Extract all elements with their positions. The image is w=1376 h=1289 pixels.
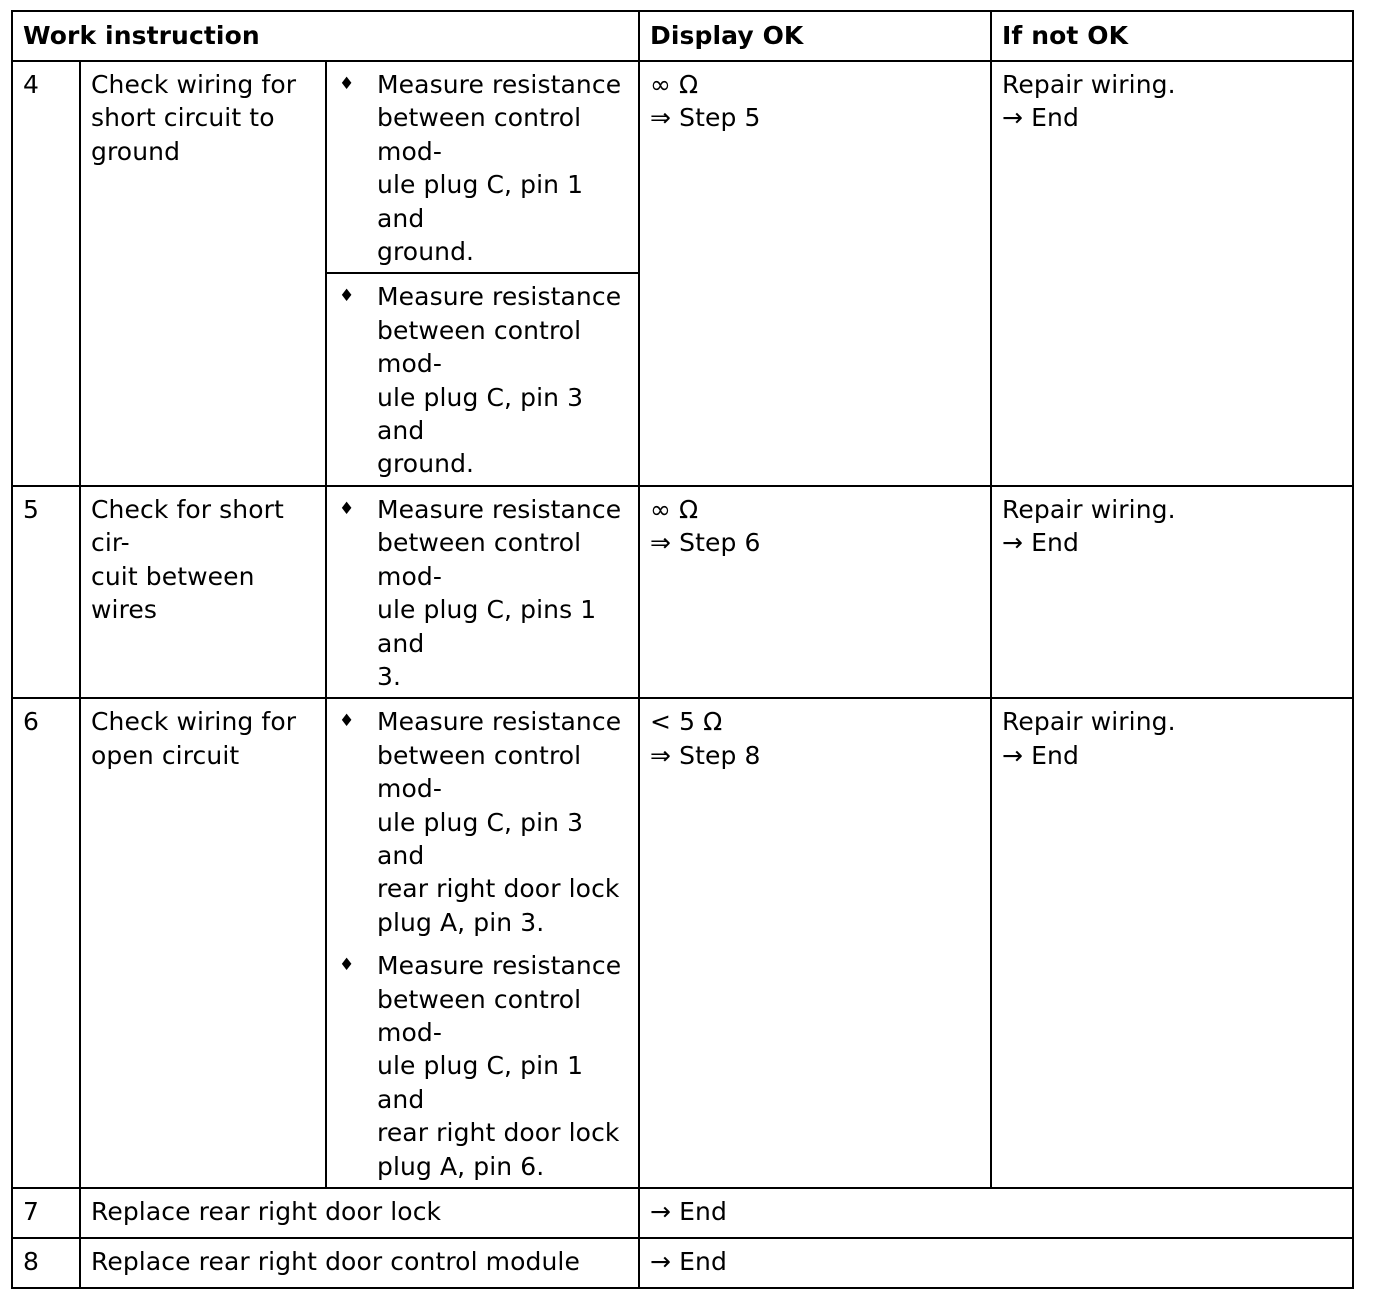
diamond-bullet-icon: ♦	[339, 711, 355, 732]
step-description: Check for short cir- cuit between wires	[80, 486, 326, 698]
step-description: Check wiring for short circuit to ground	[80, 61, 326, 486]
if-not-ok-cell: Repair wiring. → End	[991, 698, 1353, 1188]
step-number: 4	[12, 61, 80, 486]
diamond-bullet-icon: ♦	[339, 74, 355, 94]
table-row-step-5	[12, 486, 1353, 698]
table-row-step-4	[12, 61, 1353, 273]
action-cell	[326, 698, 639, 1188]
display-ok-cell: < 5 Ω ⇒ Step 8	[639, 698, 991, 1188]
step-number: 6	[12, 698, 80, 1188]
step-description: Replace rear right door lock	[80, 1188, 639, 1238]
result-cell: → End	[639, 1238, 1353, 1288]
action-item	[339, 68, 632, 268]
diamond-bullet-icon: ♦	[339, 286, 355, 307]
action-text: Measure resistance between control mod- ule plug C, pin 3 and rear right door lock plug A, pin 3.	[377, 707, 622, 937]
if-not-ok-cell: Repair wiring. → End	[991, 486, 1353, 698]
display-ok-cell: ∞ Ω ⇒ Step 6	[639, 486, 991, 698]
result-cell: → End	[639, 1188, 1353, 1238]
work-instruction-table	[11, 10, 1354, 1289]
action-item	[339, 280, 632, 480]
step-description: Replace rear right door control module	[80, 1238, 639, 1288]
header-work-instruction: Work instruction	[12, 11, 639, 61]
action-cell	[326, 273, 639, 485]
action-text: Measure resistance between control mod- ule plug C, pin 1 and ground.	[377, 70, 622, 267]
step-description: Check wiring for open circuit	[80, 698, 326, 1188]
table-row-step-7	[12, 1188, 1353, 1238]
action-text: Measure resistance between control mod- ule plug C, pins 1 and 3.	[377, 494, 622, 691]
action-item	[339, 705, 632, 939]
action-cell	[326, 61, 639, 273]
table-row-step-8	[12, 1238, 1353, 1288]
action-text: Measure resistance between control mod- ule plug C, pin 1 and rear right door lock plug A, pin 6.	[377, 951, 622, 1181]
if-not-ok-cell: Repair wiring. → End	[991, 61, 1353, 486]
display-ok-cell: ∞ Ω ⇒ Step 5	[639, 61, 991, 486]
table-header-row	[12, 11, 1353, 61]
table-row-step-6	[12, 698, 1353, 1188]
action-cell	[326, 486, 639, 698]
action-text: Measure resistance between control mod- ule plug C, pin 3 and ground.	[377, 282, 622, 479]
step-number: 5	[12, 486, 80, 698]
diamond-bullet-icon: ♦	[339, 955, 355, 976]
step-number: 8	[12, 1238, 80, 1288]
action-item	[339, 493, 632, 693]
header-if-not-ok: If not OK	[991, 11, 1353, 61]
action-item	[339, 949, 632, 1183]
header-display-ok: Display OK	[639, 11, 991, 61]
step-number: 7	[12, 1188, 80, 1238]
diamond-bullet-icon: ♦	[339, 498, 355, 519]
